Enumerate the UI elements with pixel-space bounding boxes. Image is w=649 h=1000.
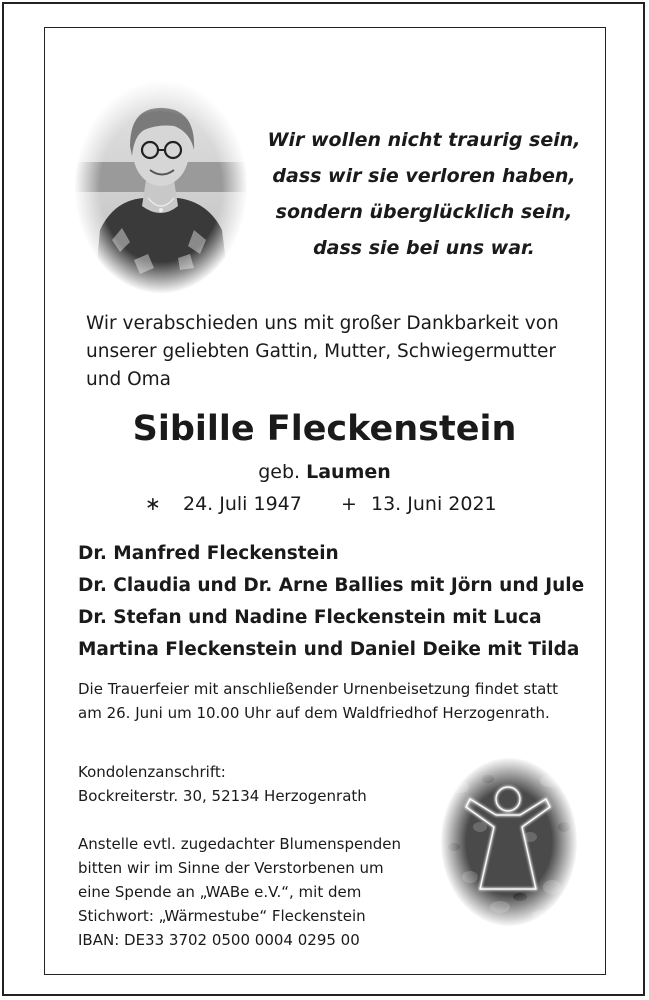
intro-text <box>86 310 586 394</box>
family-list <box>78 538 598 666</box>
birth-symbol: ∗ <box>145 493 161 515</box>
service-info <box>78 677 598 725</box>
family-member: Dr. Stefan und Nadine Fleckenstein mit Luca <box>78 607 542 628</box>
donation-iban: IBAN: DE33 3702 0500 0004 0295 00 <box>78 931 360 949</box>
quote-block <box>262 122 586 266</box>
donation-line: eine Spende an „WABe e.V.“, mit dem <box>78 883 362 901</box>
quote-line: dass sie bei uns war. <box>313 237 535 259</box>
condolence-label: Kondolenzanschrift: <box>78 763 226 781</box>
death-symbol: + <box>341 493 357 515</box>
donation-line: bitten wir im Sinne der Verstorbenen um <box>78 859 384 877</box>
quote-line: dass wir sie verloren haben, <box>272 165 576 187</box>
birth-name-line <box>0 457 649 487</box>
intro-line: unserer geliebten Gattin, Mutter, Schwiegermutter <box>86 341 556 362</box>
service-line: Die Trauerfeier mit anschließender Urnenbeisetzung findet statt <box>78 680 559 698</box>
donation-line: Anstelle evtl. zugedachter Blumenspenden <box>78 835 401 853</box>
birth-date: 24. Juli 1947 <box>183 493 302 515</box>
family-member: Dr. Claudia und Dr. Arne Ballies mit Jörn und Jule <box>78 575 585 596</box>
deceased-name: Sibille Fleckenstein <box>132 409 517 449</box>
donation-info <box>78 832 438 952</box>
death-date: 13. Juni 2021 <box>371 493 497 515</box>
family-member: Martina Fleckenstein und Daniel Deike mit Tilda <box>78 639 580 660</box>
service-line: am 26. Juni um 10.00 Uhr auf dem Waldfriedhof Herzogenrath. <box>78 704 550 722</box>
intro-line: Wir verabschieden uns mit großer Dankbarkeit von <box>86 313 559 334</box>
condolence-address <box>78 760 438 808</box>
portrait-photo <box>74 80 248 294</box>
angel-image <box>440 757 578 927</box>
birth-prefix: geb. <box>258 461 301 483</box>
quote-line: sondern überglücklich sein, <box>275 201 573 223</box>
condolence-street: Bockreiterstr. 30, 52134 Herzogenrath <box>78 787 367 805</box>
family-member: Dr. Manfred Fleckenstein <box>78 543 339 564</box>
quote-line: Wir wollen nicht traurig sein, <box>267 129 581 151</box>
intro-line: und Oma <box>86 369 171 390</box>
donation-line: Stichwort: „Wärmestube“ Fleckenstein <box>78 907 366 925</box>
birth-name: Laumen <box>306 461 391 483</box>
